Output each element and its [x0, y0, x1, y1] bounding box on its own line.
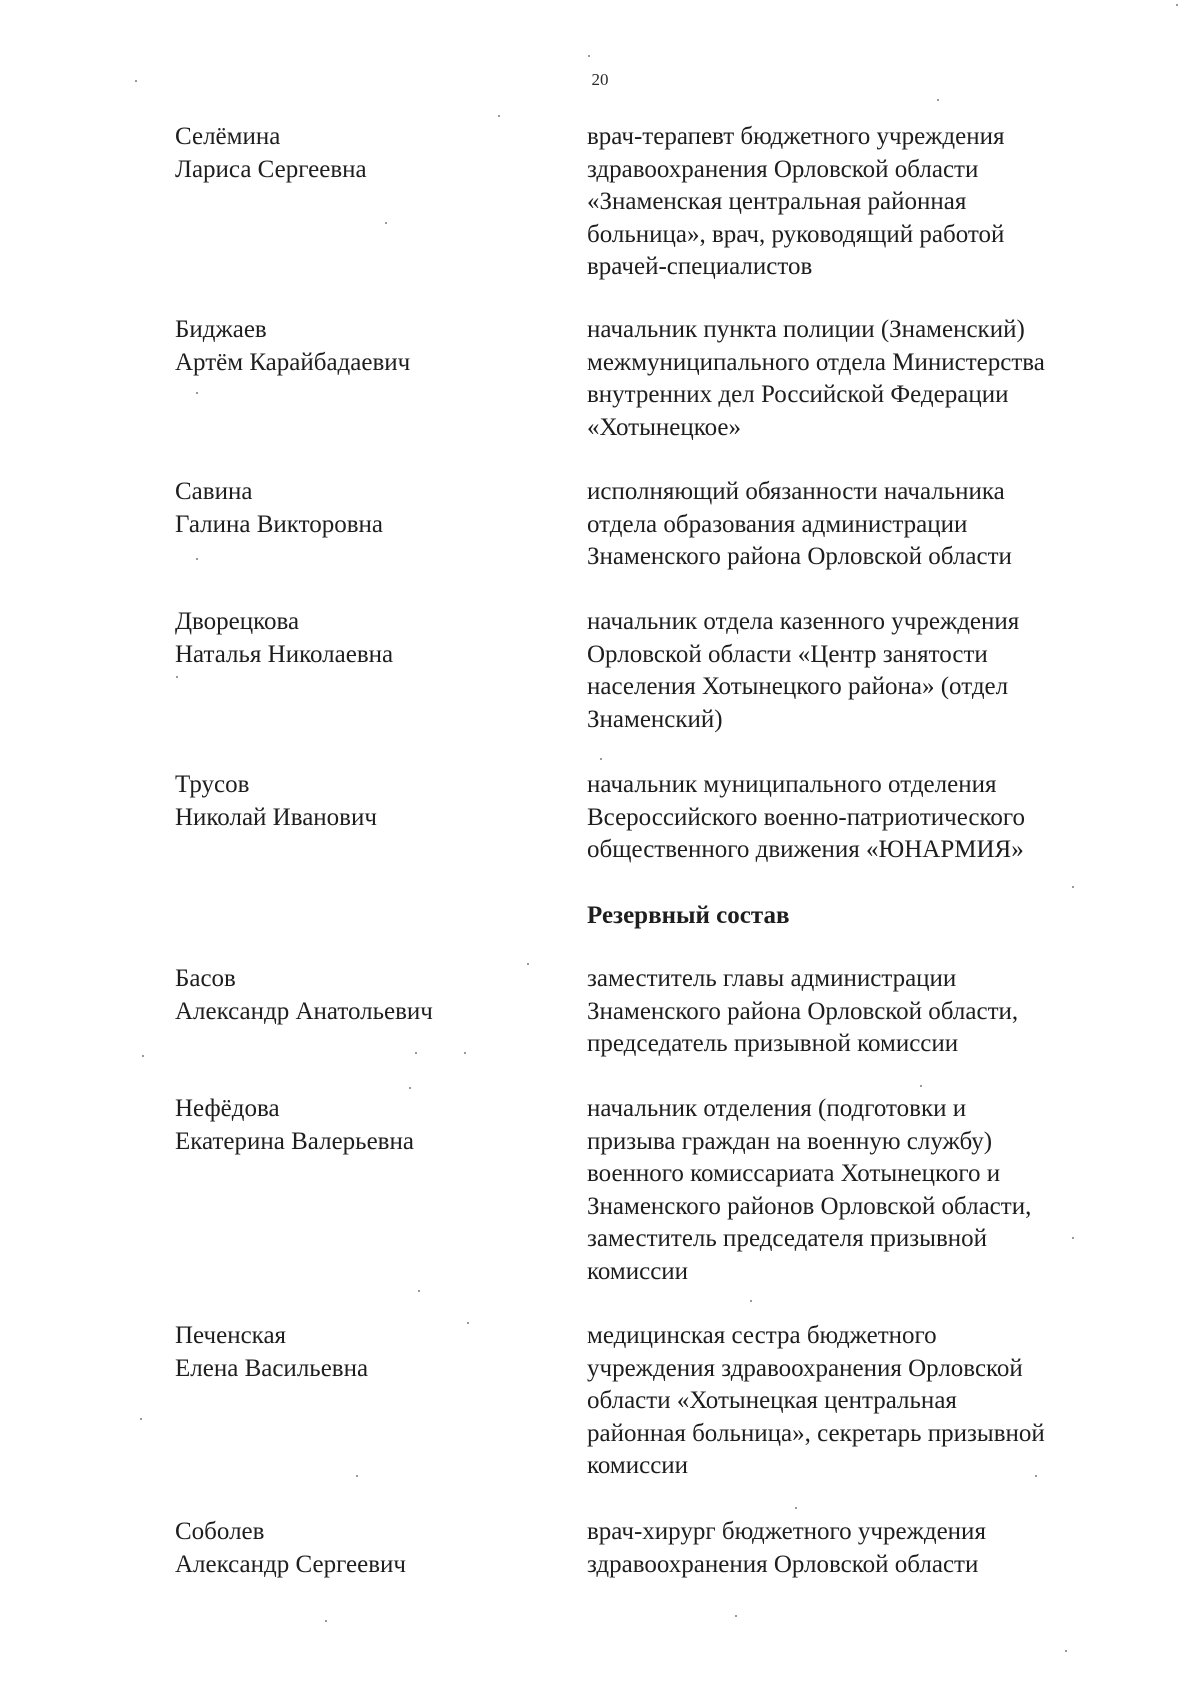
member-name: [175, 606, 575, 671]
member-role: [587, 314, 1127, 444]
scan-speck: [498, 115, 500, 117]
role-line: исполняющий обязанности начальника: [587, 478, 1005, 505]
role-line: Знаменский): [587, 705, 723, 733]
member-name: [175, 1320, 575, 1385]
role-line: начальник муниципального отделения: [587, 771, 997, 798]
member-surname: Трусов: [175, 771, 250, 798]
member-role: [587, 476, 1127, 574]
scan-speck: [356, 1475, 358, 1477]
member-role: [587, 1516, 1127, 1581]
role-line: военного комиссариата Хотынецкого и: [587, 1160, 1001, 1188]
member-name: [175, 1516, 575, 1581]
role-line: начальник пункта полиции (Знаменский): [587, 316, 1025, 343]
scan-speck: [1065, 1650, 1067, 1652]
scan-speck: [527, 963, 529, 965]
scan-speck: [1072, 1237, 1074, 1239]
role-line: призыва граждан на военную службу): [587, 1127, 993, 1155]
member-role: [587, 963, 1127, 1061]
role-line: председатель призывной комиссии: [587, 1030, 959, 1058]
member-name: [175, 476, 575, 541]
role-line: заместитель председателя призывной: [587, 1225, 987, 1253]
member-given-names: Лариса Сергеевна: [175, 155, 367, 183]
scan-speck: [600, 758, 602, 760]
role-line: начальник отдела казенного учреждения: [587, 608, 1020, 635]
scan-speck: [176, 676, 178, 678]
role-line: врач-хирург бюджетного учреждения: [587, 1518, 986, 1545]
role-line: медицинская сестра бюджетного: [587, 1322, 937, 1349]
member-role: [587, 606, 1127, 736]
role-line: внутренних дел Российской Федерации: [587, 381, 1009, 409]
member-surname: Басов: [175, 965, 236, 992]
role-line: здравоохранения Орловской области: [587, 1550, 979, 1578]
scan-speck: [415, 1052, 417, 1054]
role-line: общественного движения «ЮНАРМИЯ»: [587, 836, 1024, 864]
scan-speck: [418, 1290, 420, 1292]
role-line: Знаменского района Орловской области: [587, 543, 1012, 571]
member-surname: Дворецкова: [175, 608, 300, 635]
scan-speck: [588, 55, 590, 57]
scan-speck: [735, 1615, 737, 1617]
role-line: области «Хотынецкая центральная: [587, 1387, 957, 1415]
role-line: «Хотынецкое»: [587, 413, 742, 441]
member-given-names: Наталья Николаевна: [175, 640, 394, 668]
member-surname: Соболев: [175, 1518, 265, 1545]
scan-speck: [795, 1507, 797, 1509]
member-given-names: Александр Анатольевич: [175, 997, 433, 1025]
role-line: начальник отделения (подготовки и: [587, 1095, 967, 1122]
scan-speck: [1035, 1475, 1037, 1477]
role-line: здравоохранения Орловской области: [587, 155, 979, 183]
scan-speck: [409, 1087, 411, 1089]
role-line: межмуниципального отдела Министерства: [587, 348, 1045, 376]
scan-speck: [937, 99, 939, 101]
member-given-names: Артём Карайбадаевич: [175, 348, 411, 376]
role-line: Знаменского районов Орловской области,: [587, 1192, 1032, 1220]
role-line: врач-терапевт бюджетного учреждения: [587, 123, 1005, 150]
role-line: «Знаменская центральная районная: [587, 188, 967, 216]
member-given-names: Елена Васильевна: [175, 1354, 369, 1382]
member-surname: Савина: [175, 478, 253, 505]
member-role: [587, 121, 1127, 284]
reserve-section-heading: Резервный состав: [587, 902, 790, 929]
page-number: 20: [591, 70, 609, 89]
member-name: [175, 769, 575, 834]
role-line: населения Хотынецкого района» (отдел: [587, 673, 1009, 701]
scan-speck: [464, 1052, 466, 1054]
role-line: районная больница», секретарь призывной: [587, 1419, 1045, 1447]
role-line: отдела образования администрации: [587, 510, 968, 538]
role-line: Знаменского района Орловской области,: [587, 997, 1019, 1025]
member-name: [175, 1093, 575, 1158]
member-surname: Нефёдова: [175, 1095, 280, 1122]
scan-speck: [142, 1055, 144, 1057]
member-role: [587, 1093, 1127, 1289]
scan-speck: [920, 1085, 922, 1087]
member-name: [175, 314, 575, 379]
role-line: комиссии: [587, 1257, 689, 1285]
member-surname: Печенская: [175, 1322, 287, 1349]
member-name: [175, 121, 575, 186]
member-name: [175, 963, 575, 1028]
member-given-names: Екатерина Валерьевна: [175, 1127, 414, 1155]
member-surname: Биджаев: [175, 316, 267, 343]
role-line: комиссии: [587, 1452, 689, 1480]
role-line: врачей-специалистов: [587, 253, 813, 281]
role-line: больница», врач, руководящий работой: [587, 220, 1005, 248]
member-given-names: Александр Сергеевич: [175, 1550, 406, 1578]
member-given-names: Галина Викторовна: [175, 510, 383, 538]
member-given-names: Николай Иванович: [175, 803, 377, 831]
scan-speck: [135, 80, 137, 82]
scan-speck: [196, 558, 198, 560]
scan-speck: [140, 1418, 142, 1420]
scan-speck: [325, 1620, 327, 1622]
scan-speck: [196, 392, 198, 394]
role-line: Орловской области «Центр занятости: [587, 640, 988, 668]
scan-speck: [385, 222, 387, 224]
member-surname: Селёмина: [175, 123, 281, 150]
scan-speck: [1072, 886, 1074, 888]
scan-speck: [750, 1300, 752, 1302]
member-role: [587, 769, 1127, 867]
member-role: [587, 1320, 1127, 1483]
role-line: заместитель главы администрации: [587, 965, 957, 992]
scan-speck: [467, 1322, 469, 1324]
scan-speck: [1176, 4, 1178, 6]
role-line: Всероссийского военно-патриотического: [587, 803, 1026, 831]
role-line: учреждения здравоохранения Орловской: [587, 1354, 1023, 1382]
